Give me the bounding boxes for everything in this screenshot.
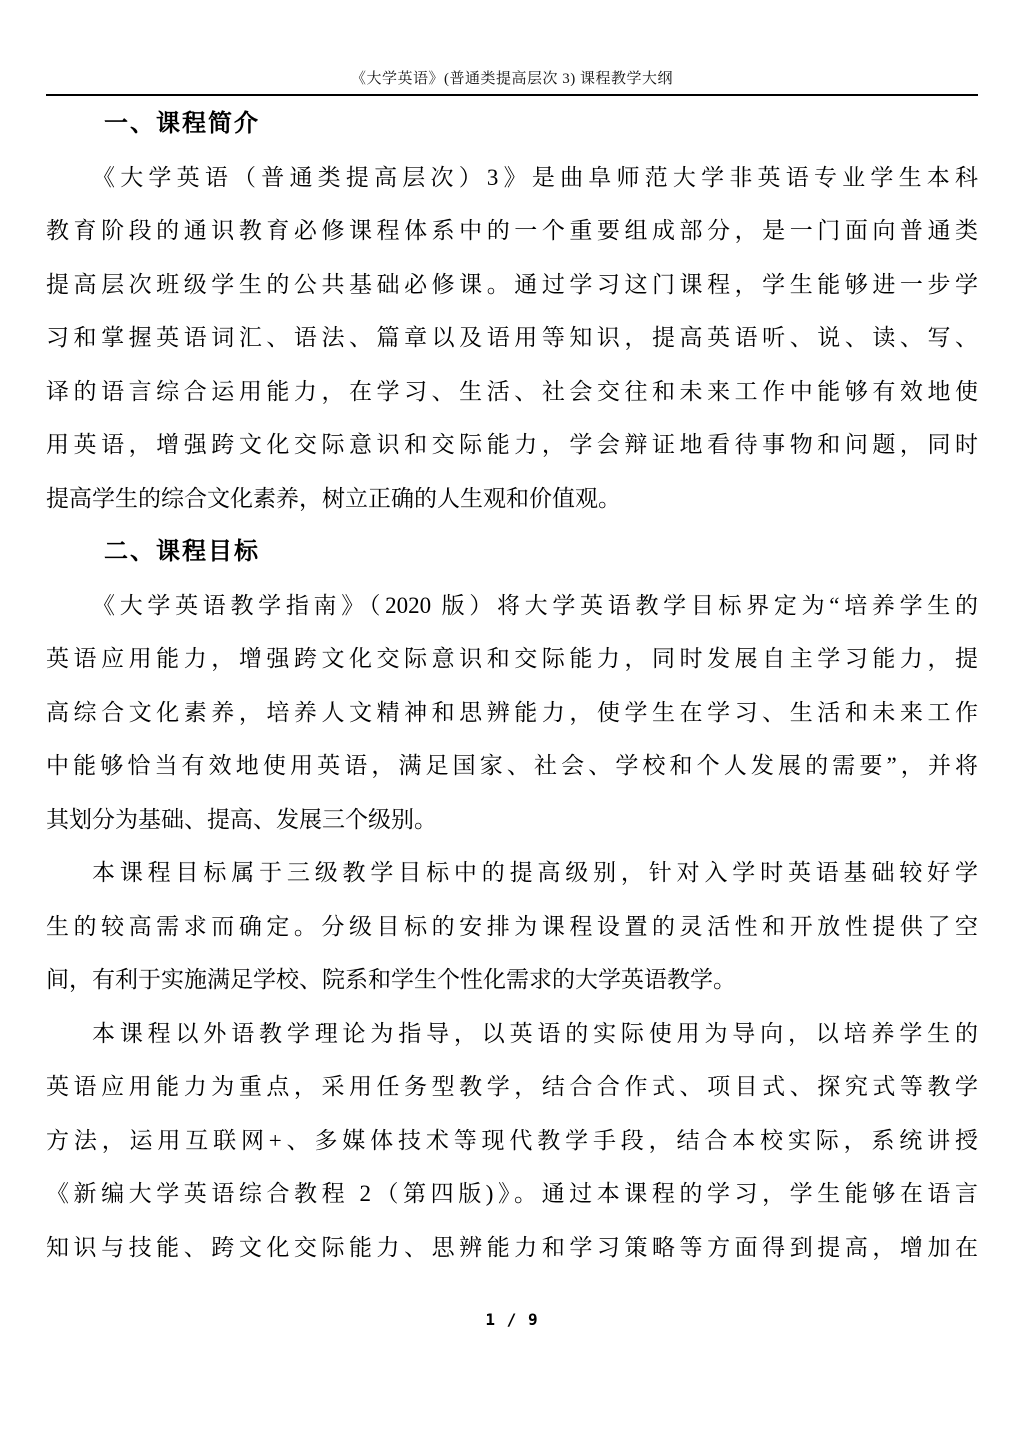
paragraph-line: 习和掌握英语词汇、语法、篇章以及语用等知识，提高英语听、说、读、写、 <box>46 325 978 350</box>
paragraph-line: 《大学英语教学指南》（2020 版）将大学英语教学目标界定为“培养学生的 <box>92 592 978 618</box>
document-body <box>46 97 978 1274</box>
paragraph-line: 中能够恰当有效地使用英语，满足国家、社会、学校和个人发展的需要”，并将 <box>46 753 978 778</box>
paragraph-line: 间，有利于实施满足学校、院系和学生个性化需求的大学英语教学。 <box>46 967 736 992</box>
header-rule <box>46 94 978 96</box>
page-number: 1 / 9 <box>485 1310 539 1329</box>
paragraph-line: 高综合文化素养，培养人文精神和思辨能力，使学生在学习、生活和未来工作 <box>46 699 978 725</box>
paragraph-line: 《大学英语（普通类提高层次）3》是曲阜师范大学非英语专业学生本科 <box>92 164 978 190</box>
section-heading-2: 二、课程目标 <box>104 538 260 565</box>
paragraph-line: 译的语言综合运用能力，在学习、生活、社会交往和未来工作中能够有效地使 <box>46 378 978 404</box>
paragraph-line: 《新编大学英语综合教程 2（第四版)》。通过本课程的学习，学生能够在语言 <box>46 1181 978 1206</box>
paragraph-line: 英语应用能力，增强跨文化交际意识和交际能力，同时发展自主学习能力，提 <box>46 646 978 671</box>
paragraph-line: 知识与技能、跨文化交际能力、思辨能力和学习策略等方面得到提高，增加在 <box>46 1234 978 1260</box>
paragraph-line: 提高学生的综合文化素养，树立正确的人生观和价值观。 <box>46 485 621 511</box>
paragraph-line: 方法，运用互联网+、多媒体技术等现代教学手段，结合本校实际，系统讲授 <box>46 1127 978 1153</box>
paragraph-line: 本课程目标属于三级教学目标中的提高级别，针对入学时英语基础较好学 <box>92 860 978 885</box>
paragraph-line: 提高层次班级学生的公共基础必修课。通过学习这门课程，学生能够进一步学 <box>46 271 978 297</box>
running-header: 《大学英语》(普通类提高层次 3) 课程教学大纲 <box>351 71 673 87</box>
paragraph-line: 英语应用能力为重点，采用任务型教学，结合合作式、项目式、探究式等教学 <box>46 1074 978 1099</box>
paragraph-line: 教育阶段的通识教育必修课程体系中的一个重要组成部分，是一门面向普通类 <box>46 218 978 243</box>
paragraph-line: 用英语，增强跨文化交际意识和交际能力，学会辩证地看待事物和问题，同时 <box>46 432 978 457</box>
paragraph-line: 本课程以外语教学理论为指导，以英语的实际使用为导向，以培养学生的 <box>92 1020 978 1046</box>
section-heading-1: 一、课程简介 <box>104 110 260 137</box>
paragraph-line: 生的较高需求而确定。分级目标的安排为课程设置的灵活性和开放性提供了空 <box>46 913 978 939</box>
paragraph-line: 其划分为基础、提高、发展三个级别。 <box>46 806 437 832</box>
